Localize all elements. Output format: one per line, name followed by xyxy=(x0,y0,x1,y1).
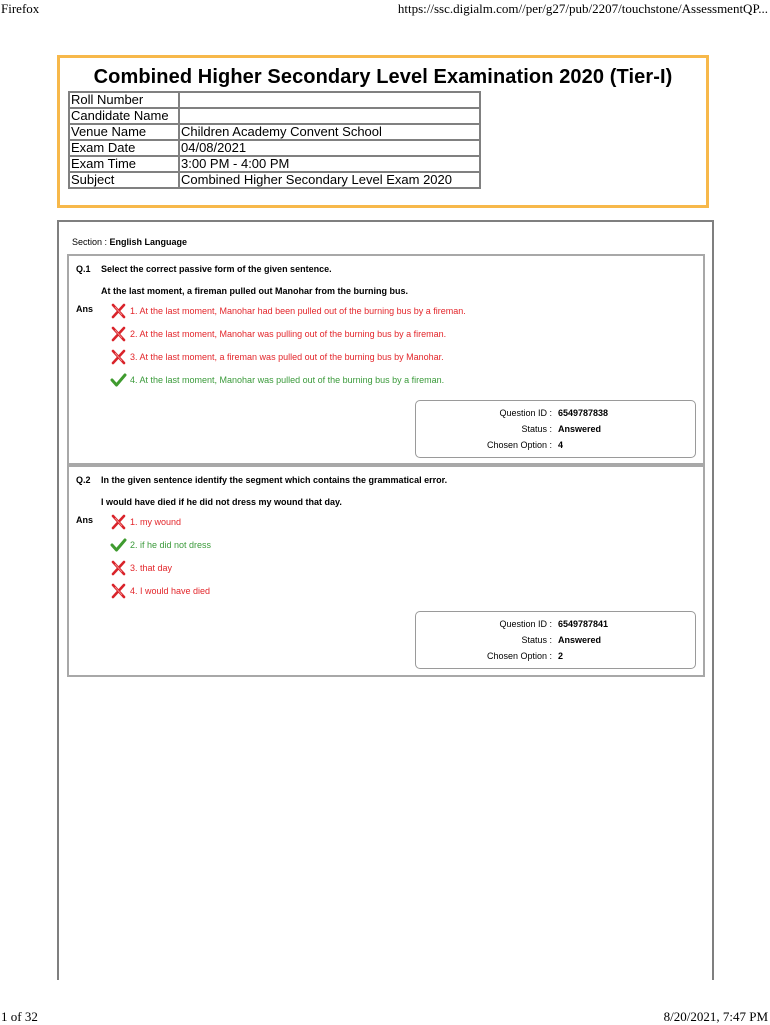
chosen-option-value: 4 xyxy=(558,440,564,450)
option-text: 2. if he did not dress xyxy=(130,540,212,550)
cross-icon xyxy=(110,583,127,599)
table-row xyxy=(69,172,480,188)
status-value: Answered xyxy=(558,635,602,645)
check-icon xyxy=(110,537,127,553)
answer-option xyxy=(110,349,444,365)
check-icon xyxy=(110,372,127,388)
option-text: 2. At the last moment, Manohar was pulling out of the burning bus by a fireman. xyxy=(130,329,447,339)
info-value: Combined Higher Secondary Level Exam 2020 xyxy=(179,172,480,188)
status-label: Status : xyxy=(521,424,552,434)
section-prefix: Section : xyxy=(72,237,110,247)
table-row xyxy=(69,156,480,172)
status-label: Status : xyxy=(521,635,552,645)
answer-label: Ans xyxy=(76,304,94,314)
print-datetime: 8/20/2021, 7:47 PM xyxy=(663,1009,768,1024)
candidate-info-table xyxy=(68,91,481,189)
option-text: 3. that day xyxy=(130,563,173,573)
question-panel xyxy=(67,465,705,677)
answer-option xyxy=(110,537,211,553)
question-status-box xyxy=(415,400,696,458)
cross-icon xyxy=(110,560,127,576)
exam-title: Combined Higher Secondary Level Examination 2020 (Tier-I) xyxy=(93,66,673,88)
cross-icon xyxy=(110,326,127,342)
answer-option xyxy=(110,372,444,388)
question-number: Q.1 xyxy=(76,264,91,274)
info-label: Venue Name xyxy=(69,124,179,140)
table-row xyxy=(69,124,480,140)
question-id-label: Question ID : xyxy=(499,408,552,418)
info-value: Children Academy Convent School xyxy=(179,124,480,140)
info-label: Roll Number xyxy=(69,92,179,108)
question-number: Q.2 xyxy=(76,475,91,485)
info-value xyxy=(179,92,480,108)
question-prompt: Select the correct passive form of the given sentence. xyxy=(101,264,332,274)
option-text: 4. At the last moment, Manohar was pulled out of the burning bus by a fireman. xyxy=(130,375,445,385)
status-value: Answered xyxy=(558,424,602,434)
section-name: English Language xyxy=(109,237,188,247)
chosen-option-label: Chosen Option : xyxy=(486,440,552,450)
info-label: Exam Date xyxy=(69,140,179,156)
answer-label: Ans xyxy=(76,515,94,525)
answer-option xyxy=(110,560,172,576)
table-row xyxy=(69,108,480,124)
question-status-box xyxy=(415,611,696,669)
option-text: 1. At the last moment, Manohar had been pulled out of the burning bus by a fireman. xyxy=(130,306,466,316)
table-row xyxy=(69,92,480,108)
info-label: Candidate Name xyxy=(69,108,179,124)
question-panel xyxy=(67,254,705,465)
cross-icon xyxy=(110,514,127,530)
cross-icon xyxy=(110,349,127,365)
info-label: Exam Time xyxy=(69,156,179,172)
exam-header xyxy=(57,55,709,208)
chosen-option-value: 2 xyxy=(558,651,564,661)
answer-option xyxy=(110,583,210,599)
question-id: 6549787838 xyxy=(558,408,609,418)
answer-option xyxy=(110,514,181,530)
chosen-option-label: Chosen Option : xyxy=(486,651,552,661)
question-id: 6549787841 xyxy=(558,619,609,629)
info-label: Subject xyxy=(69,172,179,188)
info-value: 04/08/2021 xyxy=(179,140,480,156)
question-prompt: In the given sentence identify the segment which contains the grammatical error. xyxy=(101,475,448,485)
question-id-label: Question ID : xyxy=(499,619,552,629)
page-indicator: 1 of 32 xyxy=(1,1009,38,1024)
browser-app-name: Firefox xyxy=(1,1,40,16)
option-text: 3. At the last moment, a fireman was pulled out of the burning bus by Manohar. xyxy=(130,352,444,362)
cross-icon xyxy=(110,303,127,319)
question-sentence: At the last moment, a fireman pulled out Manohar from the burning bus. xyxy=(101,286,409,296)
answer-option xyxy=(110,303,466,319)
page-url[interactable]: https://ssc.digialm.com//per/g27/pub/2207/touchstone/AssessmentQP... xyxy=(397,1,768,16)
table-row xyxy=(69,140,480,156)
answer-option xyxy=(110,326,446,342)
info-value xyxy=(179,108,480,124)
section-label xyxy=(72,237,187,247)
option-text: 4. I would have died xyxy=(130,586,211,596)
section-container xyxy=(57,220,714,980)
info-value: 3:00 PM - 4:00 PM xyxy=(179,156,480,172)
option-text: 1. my wound xyxy=(130,517,182,527)
question-sentence: I would have died if he did not dress my wound that day. xyxy=(101,497,342,507)
